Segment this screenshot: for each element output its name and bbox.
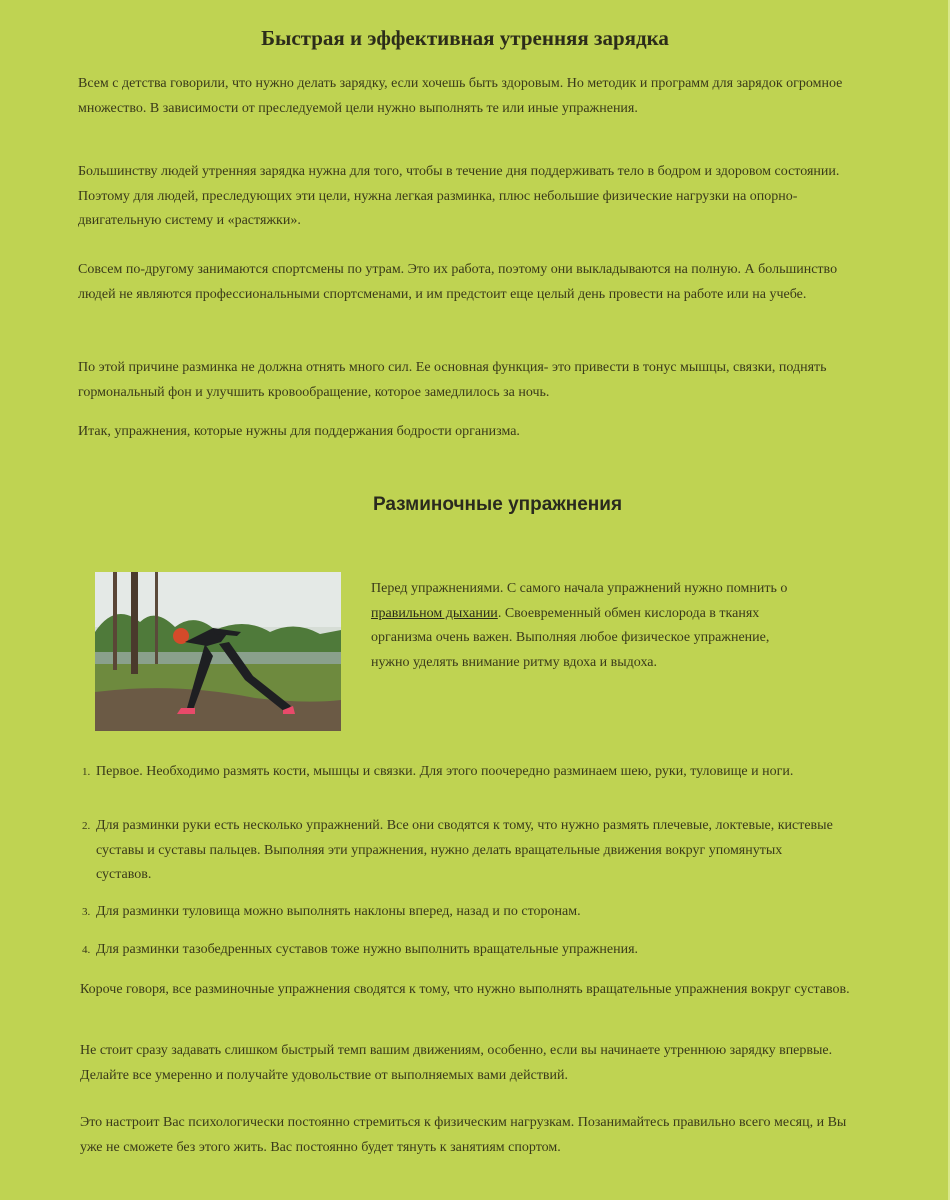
paragraph-5: Итак, упражнения, которые нужны для поддержания бодрости организма.: [78, 424, 520, 439]
list-text: Первое. Необходимо размять кости, мышцы и связки. Для этого поочередно разминаем шею, руки, туловище и ноги.: [96, 764, 794, 779]
closing-paragraph-1: Короче говоря, все разминочные упражнения сводятся к тому, что нужно выполнять вращательные упражнения вокруг суставов.: [80, 982, 850, 997]
list-text: Для разминки туловища можно выполнять наклоны вперед, назад и по сторонам.: [96, 904, 581, 919]
article-title: Быстрая и эффективная утренняя зарядка: [261, 26, 669, 50]
closing-paragraph-3: Это настроит Вас психологически постоянно стремиться к физическим нагрузкам. Позанимайтесь правильно всего месяц, и Вы уже не сможете без этого жить. Вас постоянно будет тянуть к занятиям спортом.: [80, 1115, 847, 1155]
list-number: 1.: [82, 766, 91, 778]
paragraph-1: Всем с детства говорили, что нужно делать зарядку, если хочешь быть здоровым. Но методик и программ для зарядок огромное множество. В зависимости от преследуемой цели нужно выполнять те или иные упражнения.: [78, 76, 843, 116]
intro-text: [371, 577, 801, 675]
list-number: 3.: [82, 906, 91, 918]
intro-text-end: . Своевременный обмен кислорода в тканях организма очень важен. Выполняя любое физическое упражнение, нужно уделять внимание ритму вдоха и выдоха.: [371, 605, 770, 670]
paragraph-3: Совсем по-другому занимаются спортсмены по утрам. Это их работа, поэтому они выкладываются на полную. А большинство людей не являются профессиональными спортсменами, и им предстоит еще целый день провести на работе или на учебе.: [78, 262, 838, 302]
section-title: Разминочные упражнения: [372, 494, 623, 515]
breathing-link[interactable]: правильном дыхании: [371, 605, 498, 621]
closing-paragraph-2: Не стоит сразу задавать слишком быстрый темп вашим движениям, особенно, если вы начинаете утреннюю зарядку впервые. Делайте все умеренно и получайте удовольствие от выполняемых вами действий.: [80, 1043, 833, 1083]
list-text: Для разминки руки есть несколько упражнений. Все они сводятся к тому, что нужно размять плечевые, локтевые, кистевые суставы и суставы пальцев. Выполняя эти упражнения, нужно делать вращательные движения вокруг упомянутых суставов.: [96, 818, 833, 882]
stretching-woman-image: [95, 572, 341, 731]
list-text: Для разминки тазобедренных суставов тоже нужно выполнить вращательные упражнения.: [96, 942, 639, 957]
exercise-photo: [95, 572, 341, 731]
intro-text-start: Перед упражнениями. С самого начала упражнений нужно помнить о: [371, 581, 788, 596]
list-number: 2.: [82, 820, 91, 832]
list-number: 4.: [82, 944, 91, 956]
paragraph-2: Большинству людей утренняя зарядка нужна для того, чтобы в течение дня поддерживать тело в бодром и здоровом состоянии. Поэтому для людей, преследующих эти цели, нужна легкая разминка, плюс небольшие физические нагрузки на опорно-двигательную систему и «растяжки».: [78, 164, 840, 228]
paragraph-4: По этой причине разминка не должна отнять много сил. Ее основная функция- это привести в тонус мышцы, связки, поднять гормональный фон и улучшить кровообращение, которое замедлилось за ночь.: [78, 360, 827, 400]
